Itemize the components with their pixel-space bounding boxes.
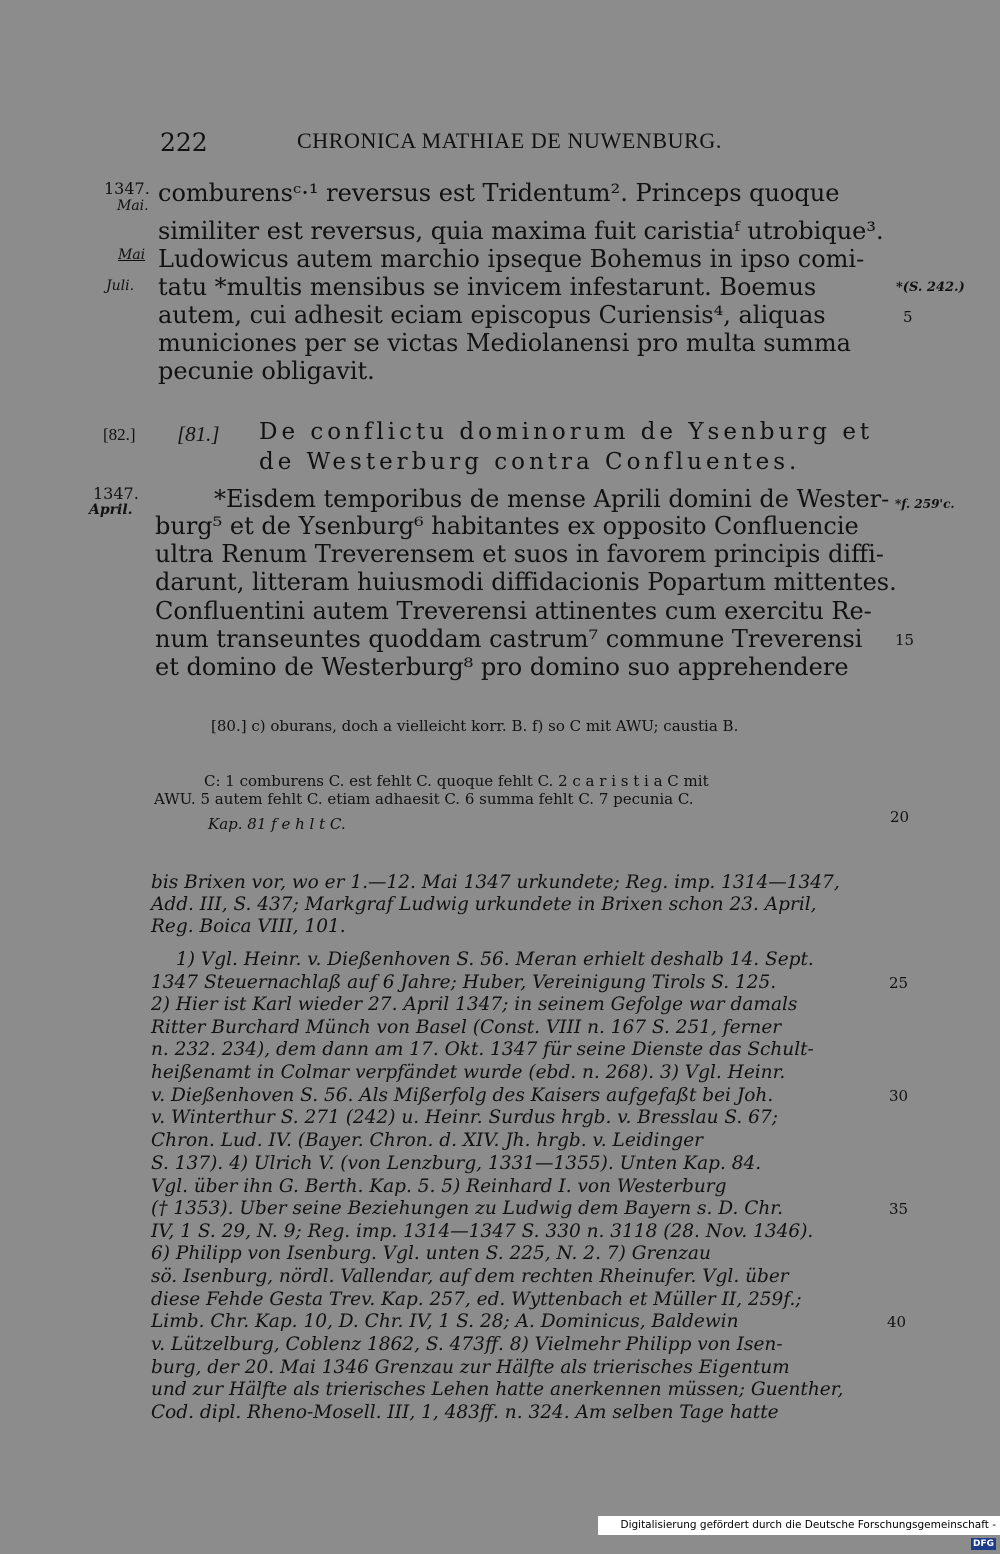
line-number: 30: [889, 1087, 909, 1105]
footnote-line: 1) Vgl. Heinr. v. Dießenhoven S. 56. Meran erhielt deshalb 14. Sept.: [176, 949, 814, 970]
footnote-line: v. Dießenhoven S. 56. Als Mißerfolg des Kaisers aufgefaßt bei Joh.: [151, 1085, 774, 1106]
margin-month: April.: [89, 502, 133, 518]
line-number: 20: [890, 808, 910, 826]
text-line: darunt, litteram huiusmodi diffidacionis Popartum mittentes.: [155, 568, 897, 596]
apparatus-line: Kap. 81 f e h l t C.: [208, 815, 346, 833]
footnote-line: IV, 1 S. 29, N. 9; Reg. imp. 1314—1347 S. 330 n. 3118 (28. Nov. 1346).: [151, 1221, 814, 1242]
margin-month-range-start: Mai: [118, 247, 146, 263]
credit-text: Digitalisierung gefördert durch die Deutsche Forschungsgemeinschaft -: [620, 1519, 996, 1531]
footnote-line: Add. III, S. 437; Markgraf Ludwig urkundete in Brixen schon 23. April,: [151, 894, 817, 915]
footnote-line: v. Lützelburg, Coblenz 1862, S. 473ff. 8) Vielmehr Philipp von Isen-: [151, 1334, 783, 1355]
chapter-number: [81.]: [177, 422, 220, 446]
footnote-line: n. 232. 234), dem dann am 17. Okt. 1347 für seine Dienste das Schult-: [151, 1039, 814, 1060]
footnote-line: Limb. Chr. Kap. 10, D. Chr. IV, 1 S. 28; A. Dominicus, Baldewin: [151, 1311, 739, 1332]
margin-year: 1347.: [104, 179, 150, 198]
footnote-line: und zur Hälfte als trierisches Lehen hatte anerkennen müssen; Guenther,: [151, 1379, 844, 1400]
text-line: ultra Renum Treverensem et suos in favorem principis diffi-: [155, 540, 884, 568]
apparatus-line: [80.] c) oburans, doch a vielleicht korr. B. f) so C mit AWU; caustia B.: [211, 717, 739, 735]
text-line: *Eisdem temporibus de mense Aprili domini de Wester-: [214, 485, 890, 513]
text-line: autem, cui adhesit eciam episcopus Curiensis⁴, aliquas: [158, 301, 826, 329]
text-line: num transeuntes quoddam castrum⁷ commune Treverensi: [155, 625, 863, 653]
apparatus-line: C: 1 comburens C. est fehlt C. quoque fehlt C. 2 c a r i s t i a C mit: [204, 772, 709, 790]
text-line: pecunie obligavit.: [158, 357, 375, 385]
footnote-line: Vgl. über ihn G. Berth. Kap. 5. 5) Reinhard I. von Westerburg: [151, 1176, 727, 1197]
text-line: Ludowicus autem marchio ipseque Bohemus in ipso comi-: [158, 245, 865, 273]
footnote-line: burg, der 20. Mai 1346 Grenzau zur Hälfte als trierisches Eigentum: [151, 1357, 790, 1378]
line-number: 35: [889, 1200, 909, 1218]
text-line: burg⁵ et de Ysenburg⁶ habitantes ex opposito Confluencie: [155, 512, 859, 540]
footnote-line: († 1353). Uber seine Beziehungen zu Ludwig dem Bayern s. D. Chr.: [151, 1198, 783, 1219]
text-line: comburensᶜ·¹ reversus est Tridentum². Princeps quoque: [158, 179, 840, 207]
line-number: 15: [895, 631, 915, 649]
footnote-line: v. Winterthur S. 271 (242) u. Heinr. Surdus hrgb. v. Bresslau S. 67;: [151, 1107, 778, 1128]
line-number: 25: [889, 974, 909, 992]
line-number: 5: [903, 308, 913, 326]
chapter-title: de Westerburg contra Confluentes.: [259, 449, 801, 475]
chapter-old-number: [82.]: [103, 425, 136, 444]
margin-month: Mai.: [117, 198, 149, 214]
margin-month-range-end: Juli.: [106, 278, 135, 294]
footnote-line: heißenamt in Colmar verpfändet wurde (ebd. n. 268). 3) Vgl. Heinr.: [151, 1062, 786, 1083]
footnote-line: 6) Philipp von Isenburg. Vgl. unten S. 225, N. 2. 7) Grenzau: [151, 1243, 711, 1264]
footnote-line: Reg. Boica VIII, 101.: [151, 916, 346, 937]
text-line: et domino de Westerburg⁸ pro domino suo apprehendere: [155, 653, 849, 681]
chapter-title: De conflictu dominorum de Ysenburg et: [259, 419, 874, 445]
margin-year: 1347.: [93, 484, 139, 503]
footnote-line: bis Brixen vor, wo er 1.—12. Mai 1347 urkundete; Reg. imp. 1314—1347,: [151, 872, 840, 893]
footnote-line: sö. Isenburg, nördl. Vallendar, auf dem rechten Rheinufer. Vgl. über: [151, 1266, 789, 1287]
footnote-line: 1347 Steuernachlaß auf 6 Jahre; Huber, Vereinigung Tirols S. 125.: [151, 972, 777, 993]
digitization-credit: [598, 1516, 1000, 1549]
page-reference-note: *f. 259'c.: [895, 497, 955, 511]
running-title: CHRONICA MATHIAE DE NUWENBURG.: [297, 128, 722, 153]
footnote-line: diese Fehde Gesta Trev. Kap. 257, ed. Wyttenbach et Müller II, 259f.;: [151, 1289, 802, 1310]
footnote-line: Ritter Burchard Münch von Basel (Const. VIII n. 167 S. 251, ferner: [151, 1017, 782, 1038]
text-line: tatu *multis mensibus se invicem infestarunt. Boemus: [158, 273, 817, 301]
text-line: municiones per se victas Mediolanensi pro multa summa: [158, 329, 851, 357]
text-line: similiter est reversus, quia maxima fuit caristiaᶠ utrobique³.: [158, 217, 884, 245]
text-line: Confluentini autem Treverensi attinentes cum exercitu Re-: [155, 597, 872, 625]
page-reference-note: *(S. 242.): [896, 280, 965, 295]
apparatus-line: AWU. 5 autem fehlt C. etiam adhaesit C. 6 summa fehlt C. 7 pecunia C.: [154, 790, 694, 808]
footnote-line: 2) Hier ist Karl wieder 27. April 1347; in seinem Gefolge war damals: [151, 994, 798, 1015]
footnote-line: Chron. Lud. IV. (Bayer. Chron. d. XIV. Jh. hrgb. v. Leidinger: [151, 1130, 704, 1151]
page-number: 222: [160, 128, 208, 157]
footnote-line: S. 137). 4) Ulrich V. (von Lenzburg, 1331—1355). Unten Kap. 84.: [151, 1153, 762, 1174]
footnote-line: Cod. dipl. Rheno-Mosell. III, 1, 483ff. n. 324. Am selben Tage hatte: [151, 1402, 779, 1423]
dfg-logo: DFG: [972, 1539, 994, 1549]
line-number: 40: [887, 1313, 907, 1331]
